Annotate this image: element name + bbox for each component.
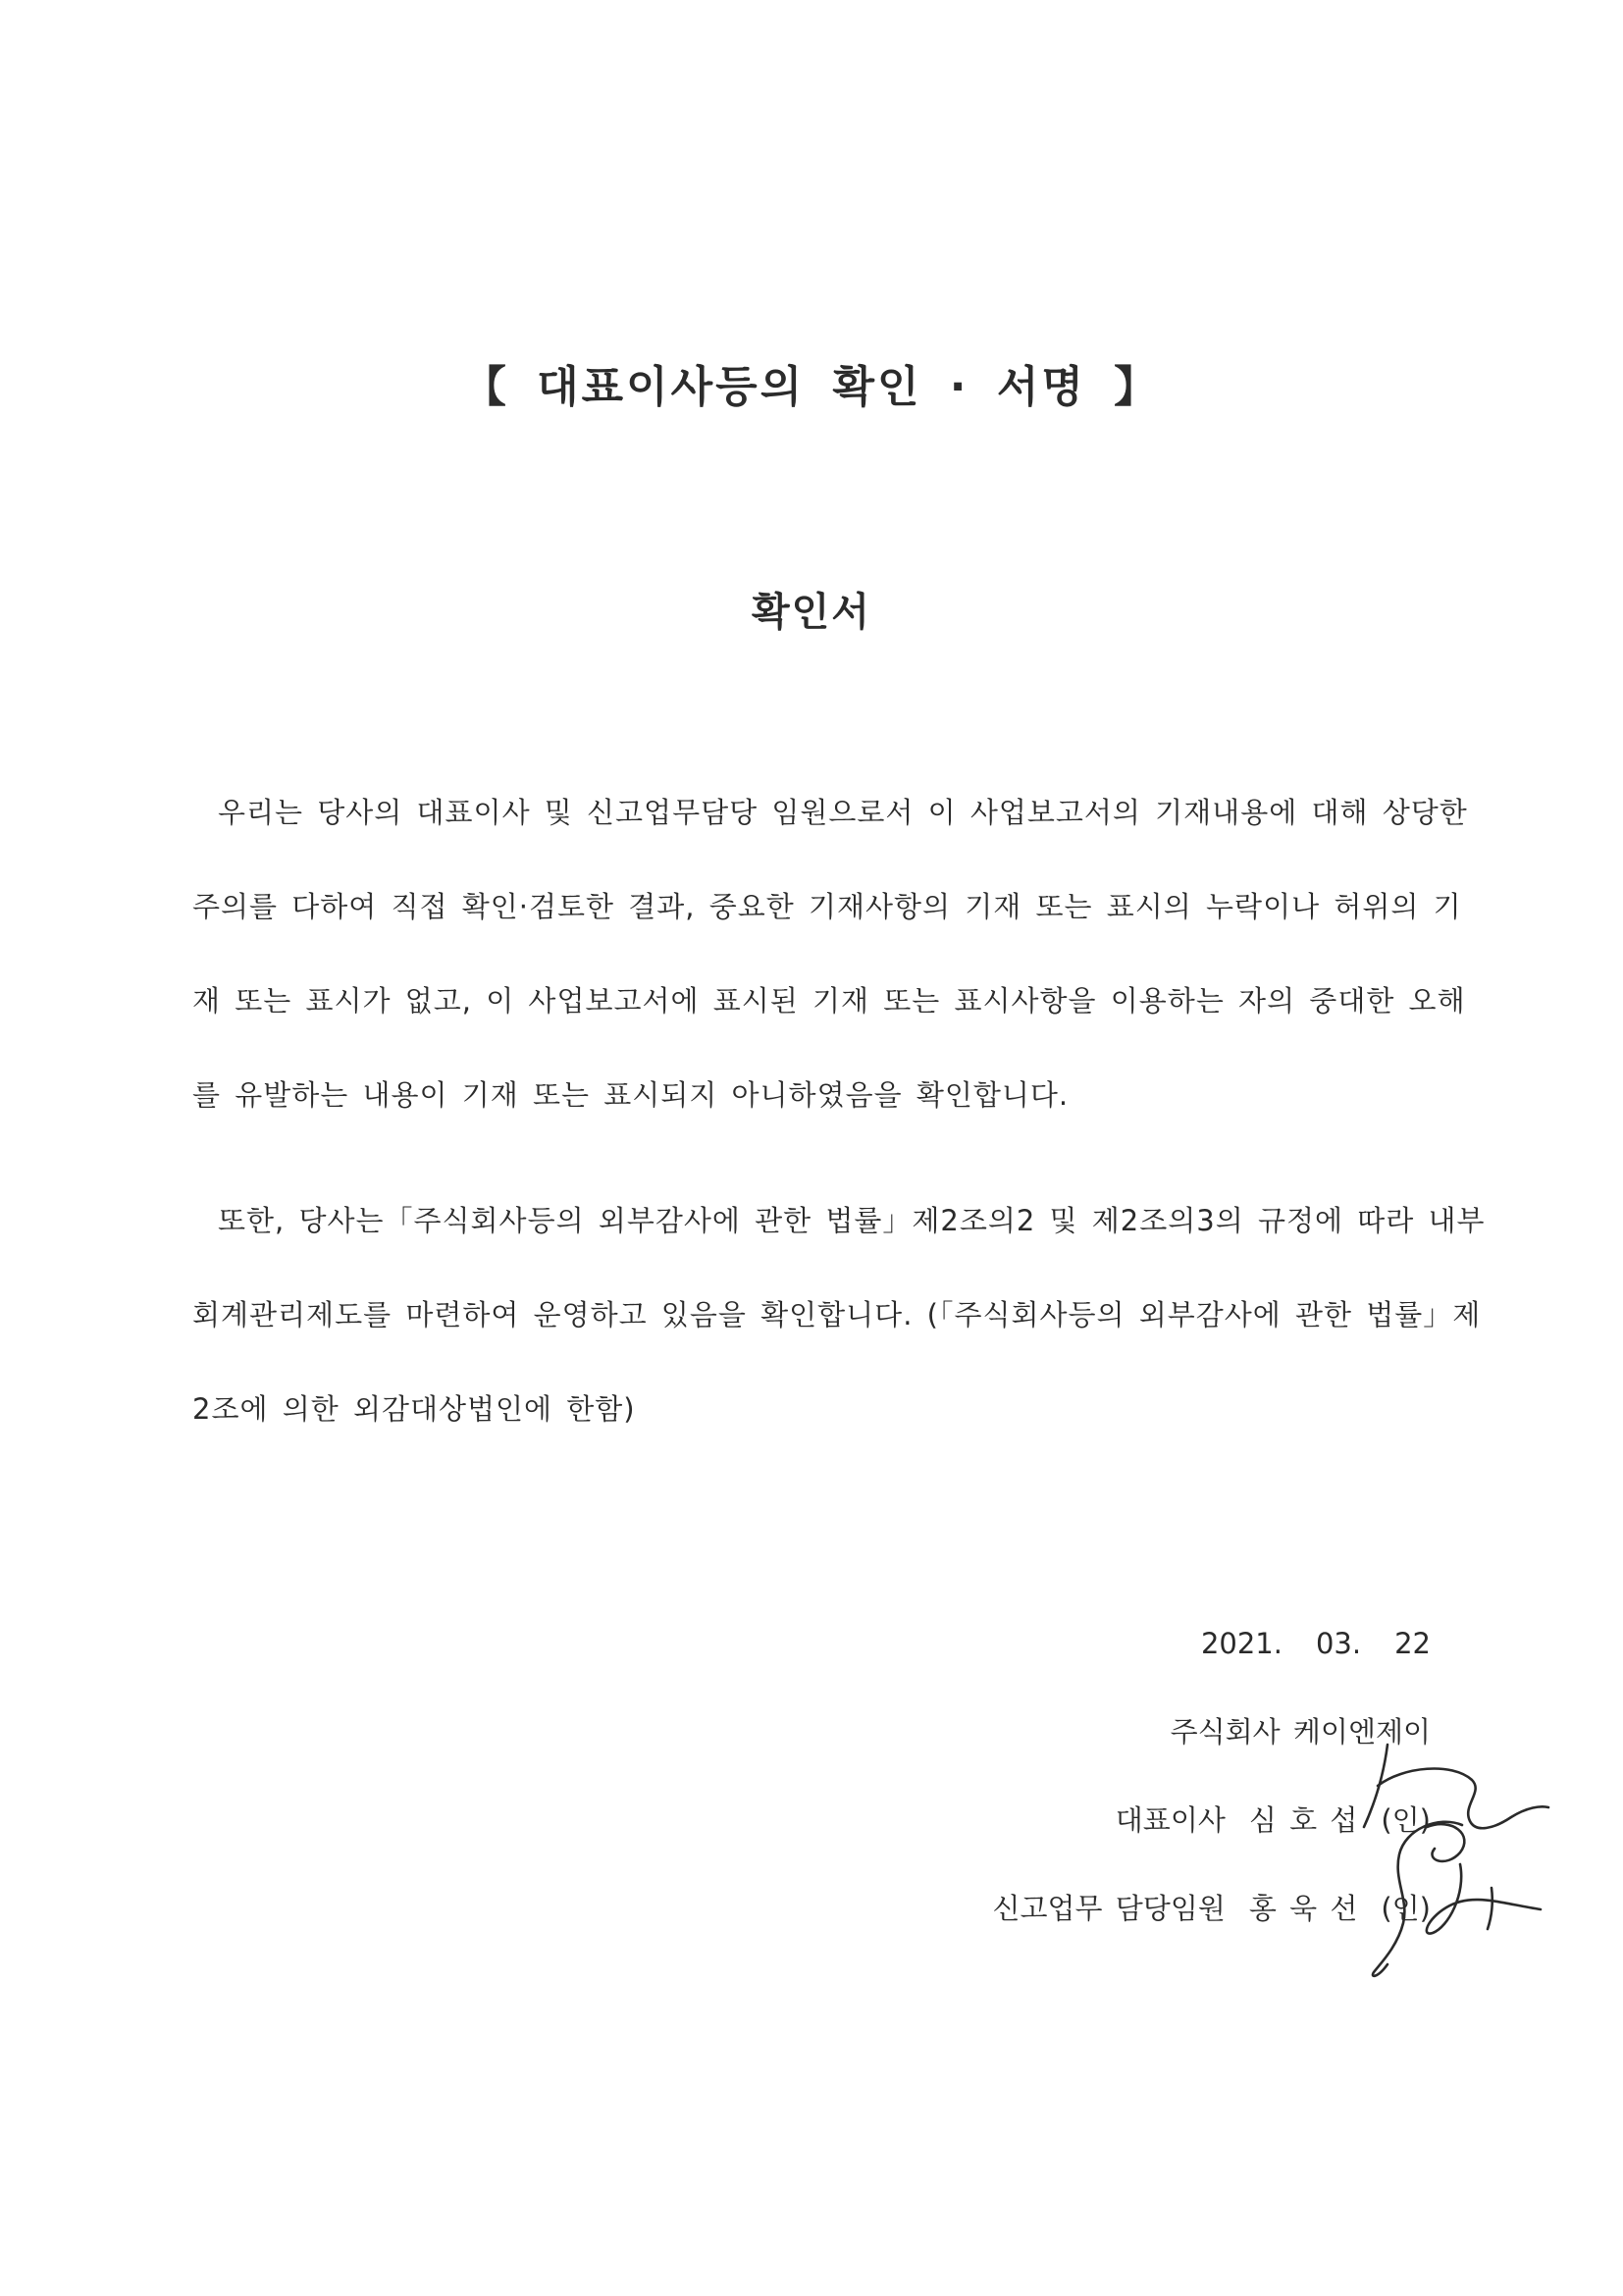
paragraph-line: 우리는 당사의 대표이사 및 신고업무담당 임원으로서 이 사업보고서의 기재내용에 대해 상당한 — [218, 796, 1468, 829]
date-month: 03. — [1315, 1627, 1362, 1660]
seal-mark: (인) — [1381, 1803, 1431, 1837]
document-title: 【 대표이사등의 확인 · 서명 】 — [462, 362, 1161, 412]
paragraph-line: 를 유발하는 내용이 기재 또는 표시되지 아니하였음을 확인합니다. — [192, 1078, 1070, 1112]
paragraph-line: 재 또는 표시가 없고, 이 사업보고서에 표시된 기재 또는 표시사항을 이용하는 자의 중대한 오해 — [192, 984, 1466, 1018]
date-day: 22 — [1394, 1627, 1431, 1660]
document-subtitle: 확인서 — [752, 590, 871, 635]
paragraph-line: 2조에 의한 외감대상법인에 한함) — [192, 1392, 636, 1426]
date-year: 2021. — [1200, 1627, 1283, 1660]
signer-name: 홍 욱 선 — [1248, 1892, 1358, 1925]
paragraph-line: 또한, 당사는「주식회사등의 외부감사에 관한 법률」제2조의2 및 제2조의3의 규정에 따라 내부 — [218, 1204, 1486, 1237]
signer-name: 심 호 섭 — [1248, 1803, 1358, 1837]
signer-reporting-officer — [744, 1864, 1431, 1953]
signature-block — [744, 1599, 1431, 1953]
seal-mark: (인) — [1381, 1892, 1431, 1925]
signer-role: 대표이사 — [1115, 1803, 1226, 1837]
paragraph-line: 주의를 다하여 직접 확인·검토한 결과, 중요한 기재사항의 기재 또는 표시의 누락이나 허위의 기 — [192, 890, 1462, 923]
paragraph-internal-control — [192, 1174, 1486, 1456]
signer-ceo — [744, 1776, 1431, 1864]
signer-role: 신고업무 담당임원 — [992, 1892, 1226, 1925]
company-name: 주식회사 케이엔제이 — [1170, 1715, 1431, 1748]
document-date — [744, 1599, 1431, 1688]
paragraph-line: 회계관리제도를 마련하여 운영하고 있음을 확인합니다. (「주식회사등의 외부감사에 관한 법률」제 — [192, 1298, 1482, 1331]
paragraph-confirmation — [192, 765, 1468, 1142]
